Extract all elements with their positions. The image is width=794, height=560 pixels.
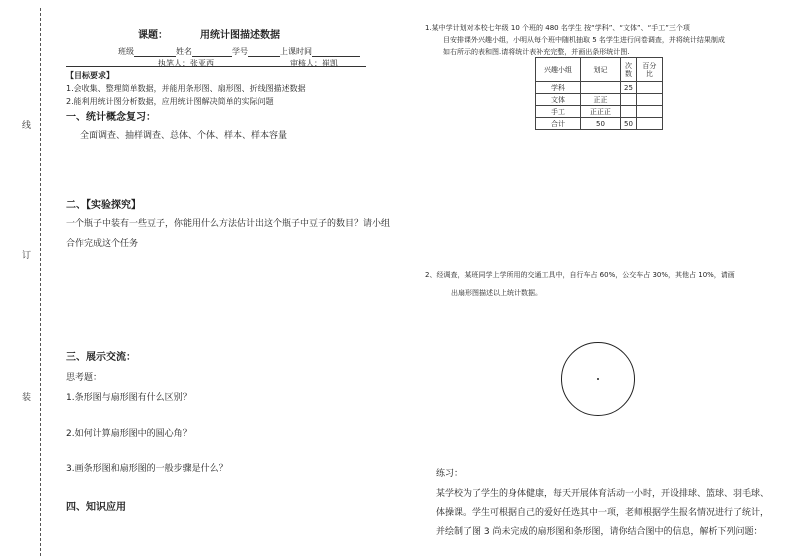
practice-line: 并绘制了图 3 尚未完成的扇形图和条形图，请你结合图中的信息，解析下列问题：: [436, 527, 763, 537]
table-cell: 学科: [536, 82, 581, 94]
margin-char-zhuang: 装: [22, 393, 32, 403]
table-cell: [636, 106, 662, 118]
student-info-row: [118, 46, 360, 57]
question-item: 2.如何计算扇形图中的圆心角？: [66, 429, 192, 439]
table-cell: 手工: [536, 106, 581, 118]
table-header-cell: 划记: [581, 58, 621, 82]
table-header-row: [536, 58, 663, 82]
id-field[interactable]: [248, 47, 280, 57]
table-cell: 正正正: [581, 106, 621, 118]
experiment-text-line: 一个瓶子中装有一些豆子，你能用什么方法估计出这个瓶子中豆子的数目？请小组: [66, 219, 391, 229]
table-cell: 50: [621, 118, 637, 130]
table-header-cell: 兴趣小组: [536, 58, 581, 82]
goal-item: 1.会收集、整理简单数据，并能用条形图、扇形图、折线图描述数据: [66, 84, 306, 93]
table-cell: 50: [581, 118, 621, 130]
practice-line: 某学校为了学生的身体健康，每天开展体育活动一小时，开设排球、篮球、羽毛球、: [436, 489, 770, 499]
table-cell: 文体: [536, 94, 581, 106]
table-row: [536, 82, 663, 94]
problem-2-text: [425, 266, 735, 302]
section-heading-experiment: 二、【实验探究】: [66, 200, 141, 211]
section-heading-review: 一、统计概念复习：: [66, 112, 156, 123]
practice-line: 体操课。学生可根据自己的爱好任选其中一项，老师根据学生报名情况进行了统计，: [436, 508, 770, 518]
table-header-cell: 百分比: [636, 58, 662, 82]
id-label: 学号: [232, 47, 248, 56]
table-cell: [621, 106, 637, 118]
think-label: 思考题：: [66, 373, 103, 383]
reviewer: 审核人：崔凯: [290, 59, 338, 68]
goal-item: 2.能利用统计图分析数据，应用统计图解决简单的实际问题: [66, 97, 274, 106]
problem-1-line: 1.某中学计划对本校七年级 10 个班的 480 名学生 按“学科”、“文体”、“手工”三个项: [425, 24, 690, 32]
binding-line: [40, 8, 41, 556]
circle-center-dot: [597, 378, 599, 380]
goals-heading: 【目标要求】: [66, 71, 114, 80]
section-heading-discussion: 三、展示交流：: [66, 352, 136, 363]
question-item: 3.画条形图和扇形图的一般步骤是什么？: [66, 464, 228, 474]
author: 执笔人：张亚西: [158, 59, 214, 68]
table-header-cell: 次数: [621, 58, 637, 82]
table-cell: [636, 94, 662, 106]
table-cell: [581, 82, 621, 94]
header-divider: [66, 66, 366, 67]
problem-2-line: 2、经调查，某班同学上学所用的交通工具中，自行车占 60%，公交车占 30%，其他占 10%，请画: [425, 271, 735, 279]
table-cell: [621, 94, 637, 106]
concept-list: 全面调查、抽样调查、总体、个体、样本、样本容量: [80, 131, 288, 141]
name-label: 姓名: [176, 47, 192, 56]
title-prefix: 课题：: [138, 30, 168, 41]
class-field[interactable]: [134, 47, 176, 57]
question-item: 1.条形图与扇形图有什么区别？: [66, 393, 192, 403]
experiment-text-line: 合作完成这个任务: [66, 239, 139, 249]
table-cell: [636, 82, 662, 94]
time-field[interactable]: [312, 47, 360, 57]
table-row: [536, 94, 663, 106]
margin-char-ding: 订: [22, 251, 32, 261]
name-field[interactable]: [192, 47, 232, 57]
practice-heading: 练习：: [436, 469, 464, 479]
time-label: 上课时间: [280, 47, 312, 56]
section-heading-application: 四、知识应用: [66, 502, 126, 513]
problem-2-line: 出扇形图描述以上统计数据。: [451, 289, 542, 297]
margin-char-xian: 线: [22, 121, 32, 131]
problem-1-text: [425, 22, 725, 58]
class-label: 班级: [118, 47, 134, 56]
table-cell: 25: [621, 82, 637, 94]
table-row: [536, 106, 663, 118]
table-cell: 合计: [536, 118, 581, 130]
table-cell: [636, 118, 662, 130]
table-cell: 正正: [581, 94, 621, 106]
table-row: [536, 118, 663, 130]
stats-table: [535, 57, 663, 130]
problem-1-line: 如右所示的表和图.请将统计表补充完整，并画出条形统计图.: [443, 48, 630, 56]
page-title: 用统计图描述数据: [200, 30, 280, 41]
problem-1-line: 目安排课外兴趣小组，小明从每个班中随机抽取 5 名学生进行问卷调查，并将统计结果制成: [443, 36, 725, 44]
